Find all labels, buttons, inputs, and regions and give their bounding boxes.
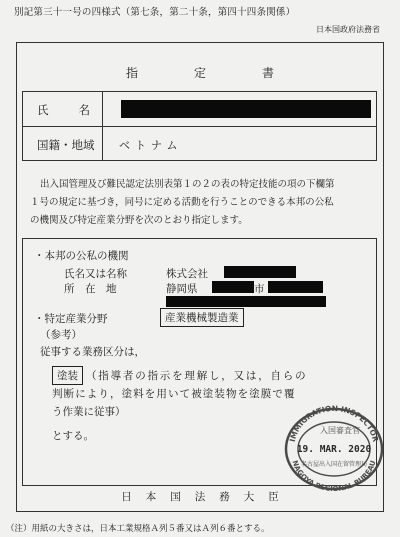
name-redaction xyxy=(121,100,371,118)
task-line-2: 判断により，塗料を用いて被塗装物を塗膜で覆 xyxy=(52,388,296,400)
name-label-part-2: 名 xyxy=(78,103,90,117)
nationality-label: 国籍・地域 xyxy=(37,138,95,152)
stamp-office: 名古屋出入国在留管理局 xyxy=(300,461,368,468)
closing-line: とする。 xyxy=(52,430,94,442)
immigration-stamp xyxy=(280,403,388,491)
org-address-city: 市 xyxy=(254,283,265,295)
intro-line-3: の機関及び特定産業分野を次のとおり指定します。 xyxy=(30,215,248,226)
org-address-pref: 静岡県 xyxy=(166,283,198,295)
stamp-top-text: IMMIGRATION INSPECTOR xyxy=(287,403,381,443)
personal-info-table xyxy=(22,91,377,161)
org-name-redaction xyxy=(224,266,296,278)
issuer-label: 日本国政府法務省 xyxy=(316,25,380,34)
field-value: 産業機械製造業 xyxy=(160,308,244,327)
field-heading: ・特定産業分野 xyxy=(34,313,108,325)
nationality-row xyxy=(23,127,376,162)
nationality-value: ベトナム xyxy=(119,139,183,152)
stamp-sub-text: 入国審査官 xyxy=(320,426,360,435)
category-line: 従事する業務区分は， xyxy=(40,346,145,358)
document-title: 指 定 書 xyxy=(125,66,296,80)
org-address-redaction-2 xyxy=(268,281,323,293)
intro-line-1: 出入国管理及び難民認定法別表第１の２の表の特定技能の項の下欄第 xyxy=(40,179,335,190)
org-heading: ・本邦の公私の機関 xyxy=(34,250,129,262)
reference-label: （参考） xyxy=(40,329,82,341)
signatory: 日本国法務大臣 xyxy=(121,491,293,503)
form-label: 別記第三十一号の四様式（第七条，第二十条，第四十四条関係） xyxy=(14,7,296,18)
task-line-3: う作業に従事） xyxy=(52,406,126,418)
name-label xyxy=(37,102,90,118)
stamp-date: 19. MAR. 2020 xyxy=(296,444,372,455)
intro-line-2: １号の規定に基づき，同号に定める活動を行うことのできる本邦の公私 xyxy=(30,197,334,208)
org-address-redaction-3 xyxy=(166,296,326,307)
org-name-value: 株式会社 xyxy=(166,268,208,280)
task-line-1: （指導者の指示を理解し，又は，自らの xyxy=(86,370,308,382)
name-label-part-1: 氏 xyxy=(37,103,49,117)
org-name-label: 氏名又は名称 xyxy=(64,268,127,280)
stamp-bottom-text: NAGOYA REGIONAL BUREAU xyxy=(290,459,378,491)
task-value: 塗装 xyxy=(52,366,83,385)
footnote: （注）用紙の大きさは，日本工業規格Ａ列５番又はＡ列６番とする。 xyxy=(6,524,270,534)
org-address-label: 所 在 地 xyxy=(64,283,117,295)
org-address-redaction-1 xyxy=(212,281,254,293)
name-row xyxy=(23,92,376,127)
